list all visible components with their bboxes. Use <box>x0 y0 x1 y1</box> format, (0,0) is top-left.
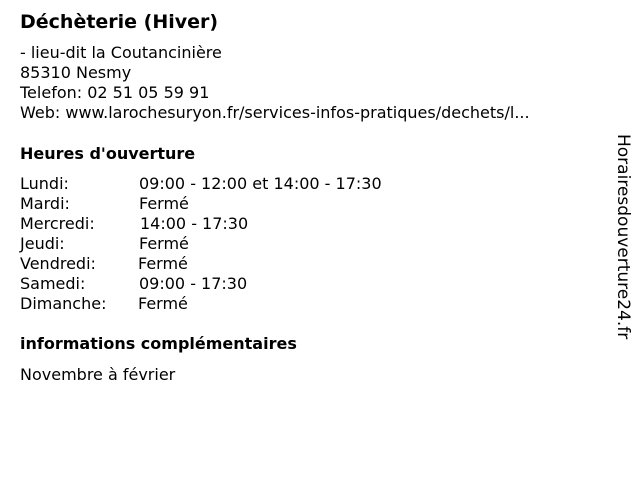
time-value: Fermé <box>139 234 189 253</box>
day-label: Jeudi: <box>20 234 65 253</box>
address-block <box>20 43 530 123</box>
day-label: Samedi: <box>20 274 86 293</box>
time-value: Fermé <box>138 254 188 273</box>
site-brand-text: Horairesdouverture24.fr <box>613 134 633 340</box>
time-value: 09:00 - 12:00 et 14:00 - 17:30 <box>139 174 382 193</box>
day-label: Vendredi: <box>20 254 96 273</box>
additional-info-heading: informations complémentaires <box>20 334 297 353</box>
day-label: Mardi: <box>20 194 70 213</box>
time-value: Fermé <box>139 194 189 213</box>
opening-hours-heading: Heures d'ouverture <box>20 144 196 163</box>
day-label: Dimanche: <box>20 294 107 313</box>
address-city: 85310 Nesmy <box>20 63 132 82</box>
website-link[interactable]: Web: www.larochesuryon.fr/services-infos-pratiques/dechets/l... <box>20 103 530 122</box>
time-value: 09:00 - 17:30 <box>139 274 248 293</box>
page-title: Déchèterie (Hiver) <box>20 11 219 33</box>
additional-info-text: Novembre à février <box>20 365 176 384</box>
phone-number: Telefon: 02 51 05 59 91 <box>20 83 210 102</box>
day-label: Mercredi: <box>20 214 95 233</box>
site-brand-watermark <box>612 134 634 349</box>
time-value: 14:00 - 17:30 <box>140 214 249 233</box>
day-label: Lundi: <box>20 174 69 193</box>
address-street: - lieu-dit la Coutancinière <box>20 43 222 62</box>
time-value: Fermé <box>138 294 188 313</box>
